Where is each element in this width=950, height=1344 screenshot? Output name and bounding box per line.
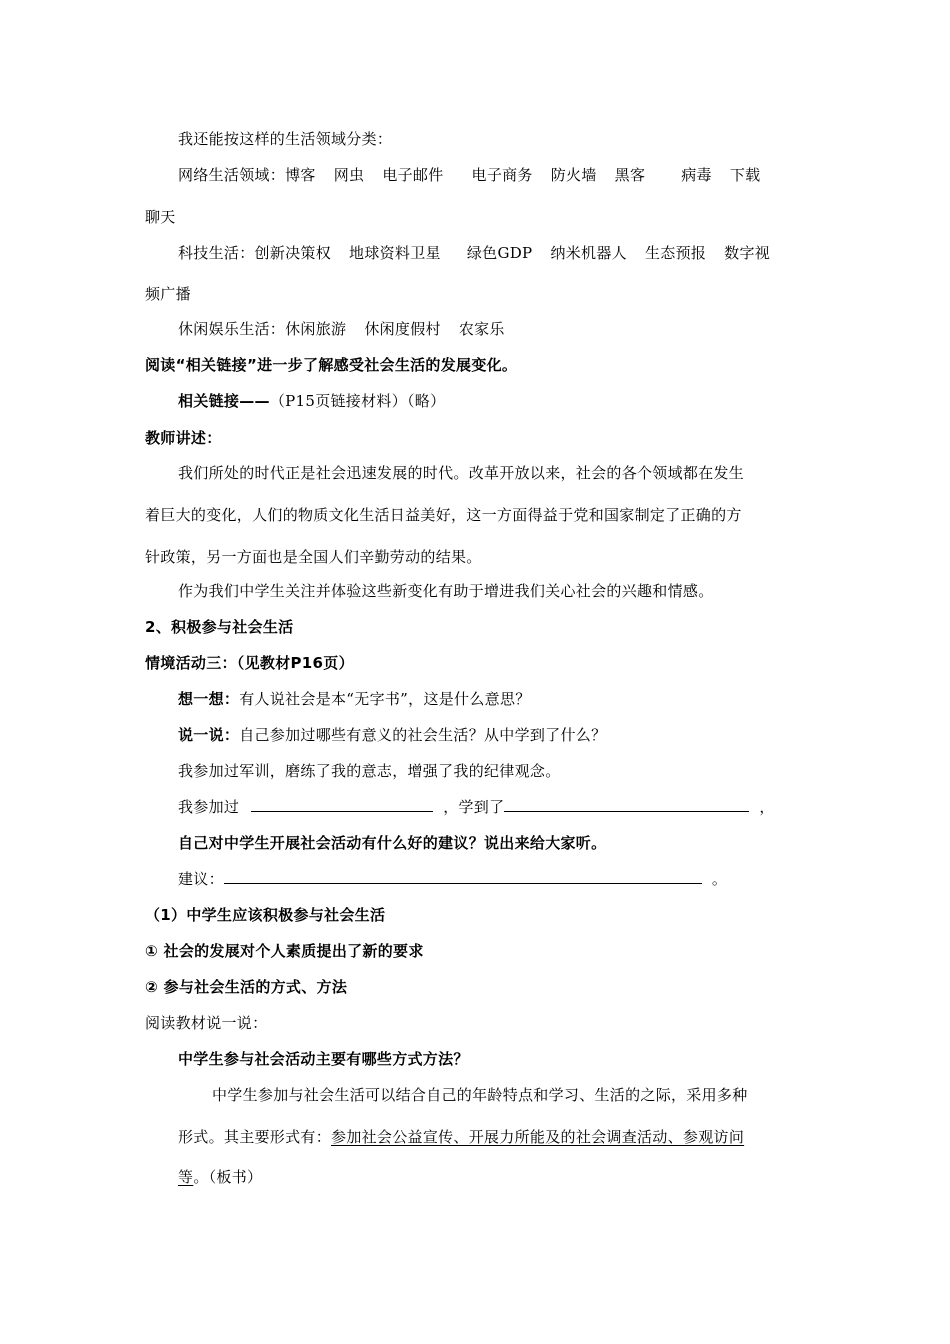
read-textbook-line: 阅读教材说一说： (145, 1014, 268, 1032)
think-label: 想一想： (178, 690, 240, 708)
ways-underlined-end: 等 (178, 1168, 194, 1186)
leisure-item: 休闲旅游 (285, 320, 347, 338)
ways-paragraph-line: 中学生参加与社会生活可以结合自己的年龄特点和学习、生活的之际，采用多种 (212, 1086, 748, 1104)
network-item: 电子商务 (471, 166, 533, 184)
tech-item: 绿色GDP (466, 244, 533, 262)
activity-3-heading: 情境活动三：（见教材P16页） (145, 654, 354, 672)
fill-label-a: 我参加过 (178, 798, 240, 816)
ways-intro: 形式。其主要形式有： (178, 1128, 332, 1146)
section-2-heading: 2、积极参与社会生活 (145, 618, 294, 636)
teacher-heading: 教师讲述： (145, 429, 222, 447)
network-life-continuation: 聊天 (145, 208, 176, 226)
say-question: 自己参加过哪些有意义的社会生活？从中学到了什么？ (239, 726, 607, 744)
network-item: 电子邮件 (382, 166, 444, 184)
network-item: 防火墙 (550, 166, 597, 184)
tech-label: 科技生活： (178, 244, 255, 262)
suggestion-blank[interactable] (224, 868, 702, 884)
related-link-text: （P15页链接材料）（略） (269, 392, 446, 410)
network-label: 网络生活领域： (178, 166, 286, 184)
teacher-paragraph-line: 针政策，另一方面也是全国人们辛勤劳动的结果。 (145, 548, 482, 566)
network-item: 网虫 (333, 166, 365, 184)
point-2: ② 参与社会生活的方式、方法 (145, 978, 348, 996)
suggestion-label: 建议： (178, 870, 224, 888)
leisure-label: 休闲娱乐生活： (178, 320, 286, 338)
leisure-item: 农家乐 (458, 320, 505, 338)
army-example: 我参加过军训，磨练了我的意志，增强了我的纪律观念。 (178, 762, 561, 780)
fill-blank-learned[interactable] (504, 796, 749, 812)
teacher-paragraph-2: 作为我们中学生关注并体验这些新变化有助于增进我们关心社会的兴趣和情感。 (178, 582, 714, 600)
read-link-heading: 阅读“相关链接”进一步了解感受社会生活的发展变化。 (145, 356, 518, 374)
tech-item: 数字视 (724, 244, 771, 262)
network-life-line (178, 164, 760, 185)
intro-line: 我还能按这样的生活领域分类： (178, 130, 393, 148)
leisure-life-line (178, 318, 505, 339)
tech-item: 地球资料卫星 (349, 244, 441, 262)
related-link-line (178, 390, 445, 411)
fill-label-c: ， (759, 798, 775, 816)
suggestion-end: 。 (711, 870, 728, 888)
ways-paragraph-line (178, 1166, 262, 1187)
tech-item: 生态预报 (644, 244, 707, 262)
suggestion-question: 自己对中学生开展社会活动有什么好的建议？说出来给大家听。 (178, 834, 607, 852)
tech-life-line (178, 242, 770, 263)
suggestion-line (178, 868, 727, 889)
ways-underlined: 参加社会公益宣传、开展力所能及的社会调查活动、参观访问 (331, 1128, 745, 1146)
think-question: 有人说社会是本“无字书”，这是什么意思？ (239, 690, 531, 708)
network-item: 病毒 (681, 166, 712, 184)
subsection-1-heading: （1）中学生应该积极参与社会生活 (145, 906, 386, 924)
say-label: 说一说： (178, 726, 240, 744)
leisure-item: 休闲度假村 (364, 320, 441, 338)
fill-label-b: ，学到了 (443, 798, 505, 816)
tech-item: 创新决策权 (254, 244, 332, 262)
tech-life-continuation: 频广播 (145, 285, 191, 303)
fill-in-line (178, 796, 775, 817)
teacher-paragraph-line: 我们所处的时代正是社会迅速发展的时代。改革开放以来，社会的各个领域都在发生 (178, 464, 745, 482)
network-item: 下载 (729, 166, 761, 184)
network-item: 博客 (285, 166, 316, 184)
point-1: ① 社会的发展对个人素质提出了新的要求 (145, 942, 424, 960)
say-line (178, 724, 606, 745)
ways-question: 中学生参与社会活动主要有哪些方式方法？ (178, 1050, 469, 1068)
board-note: 。（板书） (193, 1168, 263, 1186)
related-link-label: 相关链接—— (178, 392, 270, 410)
fill-blank-activity[interactable] (251, 796, 433, 812)
network-item: 黑客 (614, 166, 646, 184)
tech-item: 纳米机器人 (550, 244, 627, 262)
ways-paragraph-line (178, 1126, 744, 1147)
teacher-paragraph-line: 着巨大的变化，人们的物质文化生活日益美好，这一方面得益于党和国家制定了正确的方 (145, 506, 742, 524)
think-line (178, 688, 531, 709)
